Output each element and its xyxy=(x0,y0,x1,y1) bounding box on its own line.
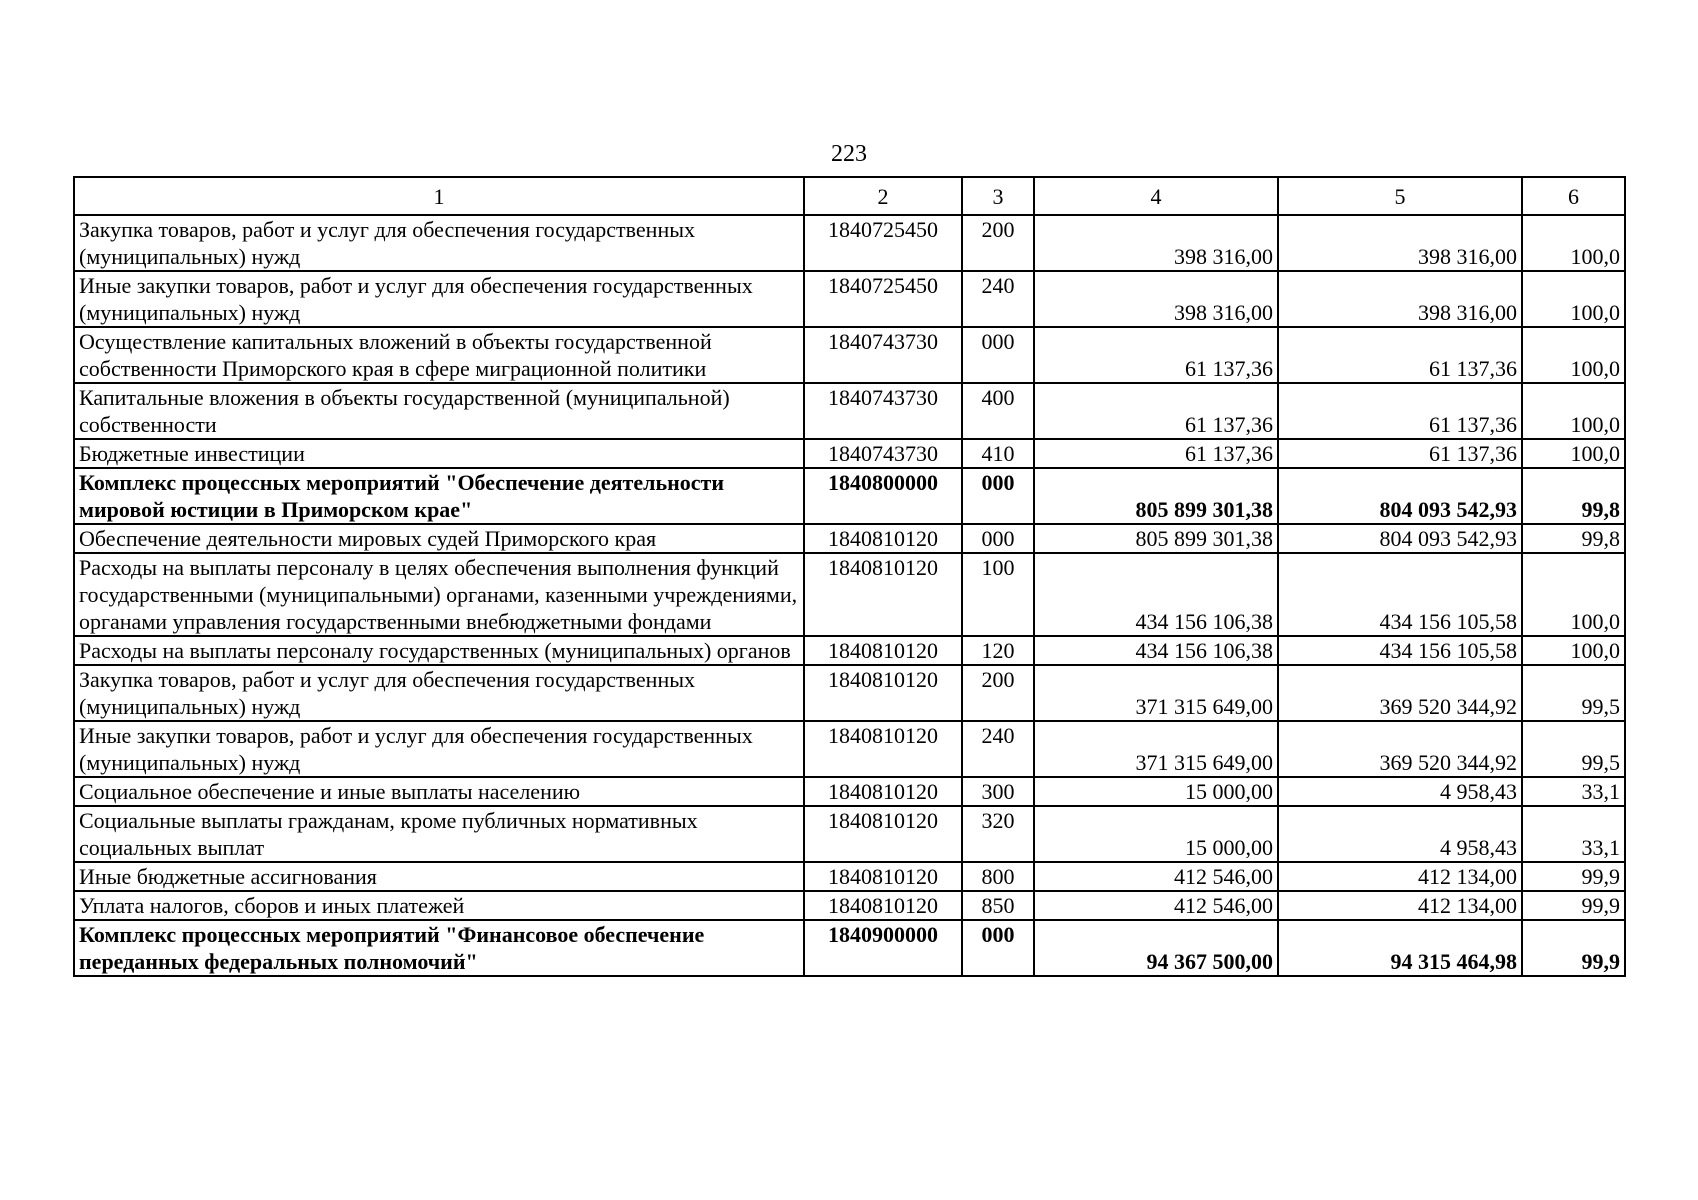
row-fact-cell: 412 134,00 xyxy=(1278,891,1522,920)
budget-table xyxy=(73,176,1626,977)
row-name-cell: Закупка товаров, работ и услуг для обеспечения государственных (муниципальных) нужд xyxy=(74,215,804,271)
table-row xyxy=(74,920,1625,976)
row-expense-type-cell: 800 xyxy=(962,862,1034,891)
row-name-cell: Обеспечение деятельности мировых судей Приморского края xyxy=(74,524,804,553)
row-code-cell: 1840743730 xyxy=(804,439,962,468)
table-header-row xyxy=(74,177,1625,215)
table-row xyxy=(74,327,1625,383)
row-code-cell: 1840810120 xyxy=(804,777,962,806)
column-header: 6 xyxy=(1522,177,1625,215)
row-percent-cell: 100,0 xyxy=(1522,636,1625,665)
row-name-cell: Расходы на выплаты персоналу в целях обеспечения выполнения функций государственными (муниципальными) органами, казенными учреждениями, органами управления государственными внебюджетными фондами xyxy=(74,553,804,636)
row-plan-cell: 61 137,36 xyxy=(1034,383,1278,439)
row-expense-type-cell: 100 xyxy=(962,553,1034,636)
row-expense-type-cell: 400 xyxy=(962,383,1034,439)
row-name-cell: Закупка товаров, работ и услуг для обеспечения государственных (муниципальных) нужд xyxy=(74,665,804,721)
column-header: 3 xyxy=(962,177,1034,215)
row-percent-cell: 100,0 xyxy=(1522,271,1625,327)
table-row xyxy=(74,468,1625,524)
table-row xyxy=(74,439,1625,468)
row-fact-cell: 804 093 542,93 xyxy=(1278,468,1522,524)
row-plan-cell: 434 156 106,38 xyxy=(1034,636,1278,665)
table-row xyxy=(74,383,1625,439)
table-row xyxy=(74,862,1625,891)
row-fact-cell: 61 137,36 xyxy=(1278,383,1522,439)
row-name-cell: Иные бюджетные ассигнования xyxy=(74,862,804,891)
table-row xyxy=(74,777,1625,806)
row-fact-cell: 369 520 344,92 xyxy=(1278,721,1522,777)
row-code-cell: 1840810120 xyxy=(804,806,962,862)
row-name-cell: Иные закупки товаров, работ и услуг для обеспечения государственных (муниципальных) нужд xyxy=(74,721,804,777)
table-row xyxy=(74,721,1625,777)
row-name-cell: Комплекс процессных мероприятий "Обеспечение деятельности мировой юстиции в Приморском крае" xyxy=(74,468,804,524)
row-percent-cell: 100,0 xyxy=(1522,439,1625,468)
column-header: 4 xyxy=(1034,177,1278,215)
row-plan-cell: 434 156 106,38 xyxy=(1034,553,1278,636)
row-expense-type-cell: 240 xyxy=(962,271,1034,327)
row-percent-cell: 99,9 xyxy=(1522,920,1625,976)
row-name-cell: Социальные выплаты гражданам, кроме публичных нормативных социальных выплат xyxy=(74,806,804,862)
table-row xyxy=(74,271,1625,327)
row-code-cell: 1840810120 xyxy=(804,891,962,920)
row-percent-cell: 100,0 xyxy=(1522,327,1625,383)
row-code-cell: 1840725450 xyxy=(804,215,962,271)
row-expense-type-cell: 300 xyxy=(962,777,1034,806)
row-fact-cell: 369 520 344,92 xyxy=(1278,665,1522,721)
row-expense-type-cell: 000 xyxy=(962,327,1034,383)
row-expense-type-cell: 850 xyxy=(962,891,1034,920)
row-code-cell: 1840810120 xyxy=(804,862,962,891)
column-header: 5 xyxy=(1278,177,1522,215)
row-percent-cell: 100,0 xyxy=(1522,553,1625,636)
row-expense-type-cell: 410 xyxy=(962,439,1034,468)
table-row xyxy=(74,215,1625,271)
row-percent-cell: 99,9 xyxy=(1522,862,1625,891)
row-expense-type-cell: 120 xyxy=(962,636,1034,665)
table-row xyxy=(74,806,1625,862)
row-plan-cell: 412 546,00 xyxy=(1034,862,1278,891)
row-expense-type-cell: 200 xyxy=(962,215,1034,271)
row-fact-cell: 434 156 105,58 xyxy=(1278,636,1522,665)
row-percent-cell: 33,1 xyxy=(1522,777,1625,806)
row-expense-type-cell: 000 xyxy=(962,920,1034,976)
row-name-cell: Иные закупки товаров, работ и услуг для обеспечения государственных (муниципальных) нужд xyxy=(74,271,804,327)
row-name-cell: Уплата налогов, сборов и иных платежей xyxy=(74,891,804,920)
table-row xyxy=(74,524,1625,553)
row-percent-cell: 99,5 xyxy=(1522,665,1625,721)
row-code-cell: 1840900000 xyxy=(804,920,962,976)
row-expense-type-cell: 000 xyxy=(962,524,1034,553)
row-fact-cell: 4 958,43 xyxy=(1278,777,1522,806)
row-percent-cell: 99,9 xyxy=(1522,891,1625,920)
row-percent-cell: 99,5 xyxy=(1522,721,1625,777)
row-fact-cell: 412 134,00 xyxy=(1278,862,1522,891)
row-plan-cell: 805 899 301,38 xyxy=(1034,524,1278,553)
row-name-cell: Капитальные вложения в объекты государственной (муниципальной) собственности xyxy=(74,383,804,439)
row-code-cell: 1840743730 xyxy=(804,383,962,439)
row-plan-cell: 15 000,00 xyxy=(1034,806,1278,862)
row-plan-cell: 94 367 500,00 xyxy=(1034,920,1278,976)
row-plan-cell: 15 000,00 xyxy=(1034,777,1278,806)
row-name-cell: Осуществление капитальных вложений в объекты государственной собственности Приморского края в сфере миграционной политики xyxy=(74,327,804,383)
row-plan-cell: 371 315 649,00 xyxy=(1034,721,1278,777)
row-plan-cell: 61 137,36 xyxy=(1034,439,1278,468)
row-expense-type-cell: 240 xyxy=(962,721,1034,777)
row-fact-cell: 398 316,00 xyxy=(1278,215,1522,271)
row-plan-cell: 371 315 649,00 xyxy=(1034,665,1278,721)
table-row xyxy=(74,891,1625,920)
row-name-cell: Бюджетные инвестиции xyxy=(74,439,804,468)
row-percent-cell: 100,0 xyxy=(1522,215,1625,271)
row-plan-cell: 398 316,00 xyxy=(1034,215,1278,271)
column-header: 2 xyxy=(804,177,962,215)
row-code-cell: 1840743730 xyxy=(804,327,962,383)
row-fact-cell: 434 156 105,58 xyxy=(1278,553,1522,636)
row-code-cell: 1840810120 xyxy=(804,636,962,665)
row-fact-cell: 398 316,00 xyxy=(1278,271,1522,327)
row-name-cell: Комплекс процессных мероприятий "Финансовое обеспечение переданных федеральных полномочий" xyxy=(74,920,804,976)
row-percent-cell: 99,8 xyxy=(1522,524,1625,553)
row-percent-cell: 100,0 xyxy=(1522,383,1625,439)
row-plan-cell: 398 316,00 xyxy=(1034,271,1278,327)
row-expense-type-cell: 200 xyxy=(962,665,1034,721)
table-row xyxy=(74,636,1625,665)
row-plan-cell: 805 899 301,38 xyxy=(1034,468,1278,524)
row-name-cell: Социальное обеспечение и иные выплаты населению xyxy=(74,777,804,806)
row-fact-cell: 804 093 542,93 xyxy=(1278,524,1522,553)
row-code-cell: 1840810120 xyxy=(804,553,962,636)
row-fact-cell: 4 958,43 xyxy=(1278,806,1522,862)
row-fact-cell: 61 137,36 xyxy=(1278,439,1522,468)
row-plan-cell: 61 137,36 xyxy=(1034,327,1278,383)
row-percent-cell: 33,1 xyxy=(1522,806,1625,862)
row-code-cell: 1840810120 xyxy=(804,524,962,553)
row-plan-cell: 412 546,00 xyxy=(1034,891,1278,920)
row-code-cell: 1840810120 xyxy=(804,721,962,777)
row-percent-cell: 99,8 xyxy=(1522,468,1625,524)
row-code-cell: 1840725450 xyxy=(804,271,962,327)
column-header: 1 xyxy=(74,177,804,215)
row-code-cell: 1840810120 xyxy=(804,665,962,721)
row-fact-cell: 61 137,36 xyxy=(1278,327,1522,383)
table-row xyxy=(74,665,1625,721)
table-row xyxy=(74,553,1625,636)
row-expense-type-cell: 000 xyxy=(962,468,1034,524)
page-number: 223 xyxy=(831,141,867,167)
row-name-cell: Расходы на выплаты персоналу государственных (муниципальных) органов xyxy=(74,636,804,665)
row-expense-type-cell: 320 xyxy=(962,806,1034,862)
row-code-cell: 1840800000 xyxy=(804,468,962,524)
row-fact-cell: 94 315 464,98 xyxy=(1278,920,1522,976)
